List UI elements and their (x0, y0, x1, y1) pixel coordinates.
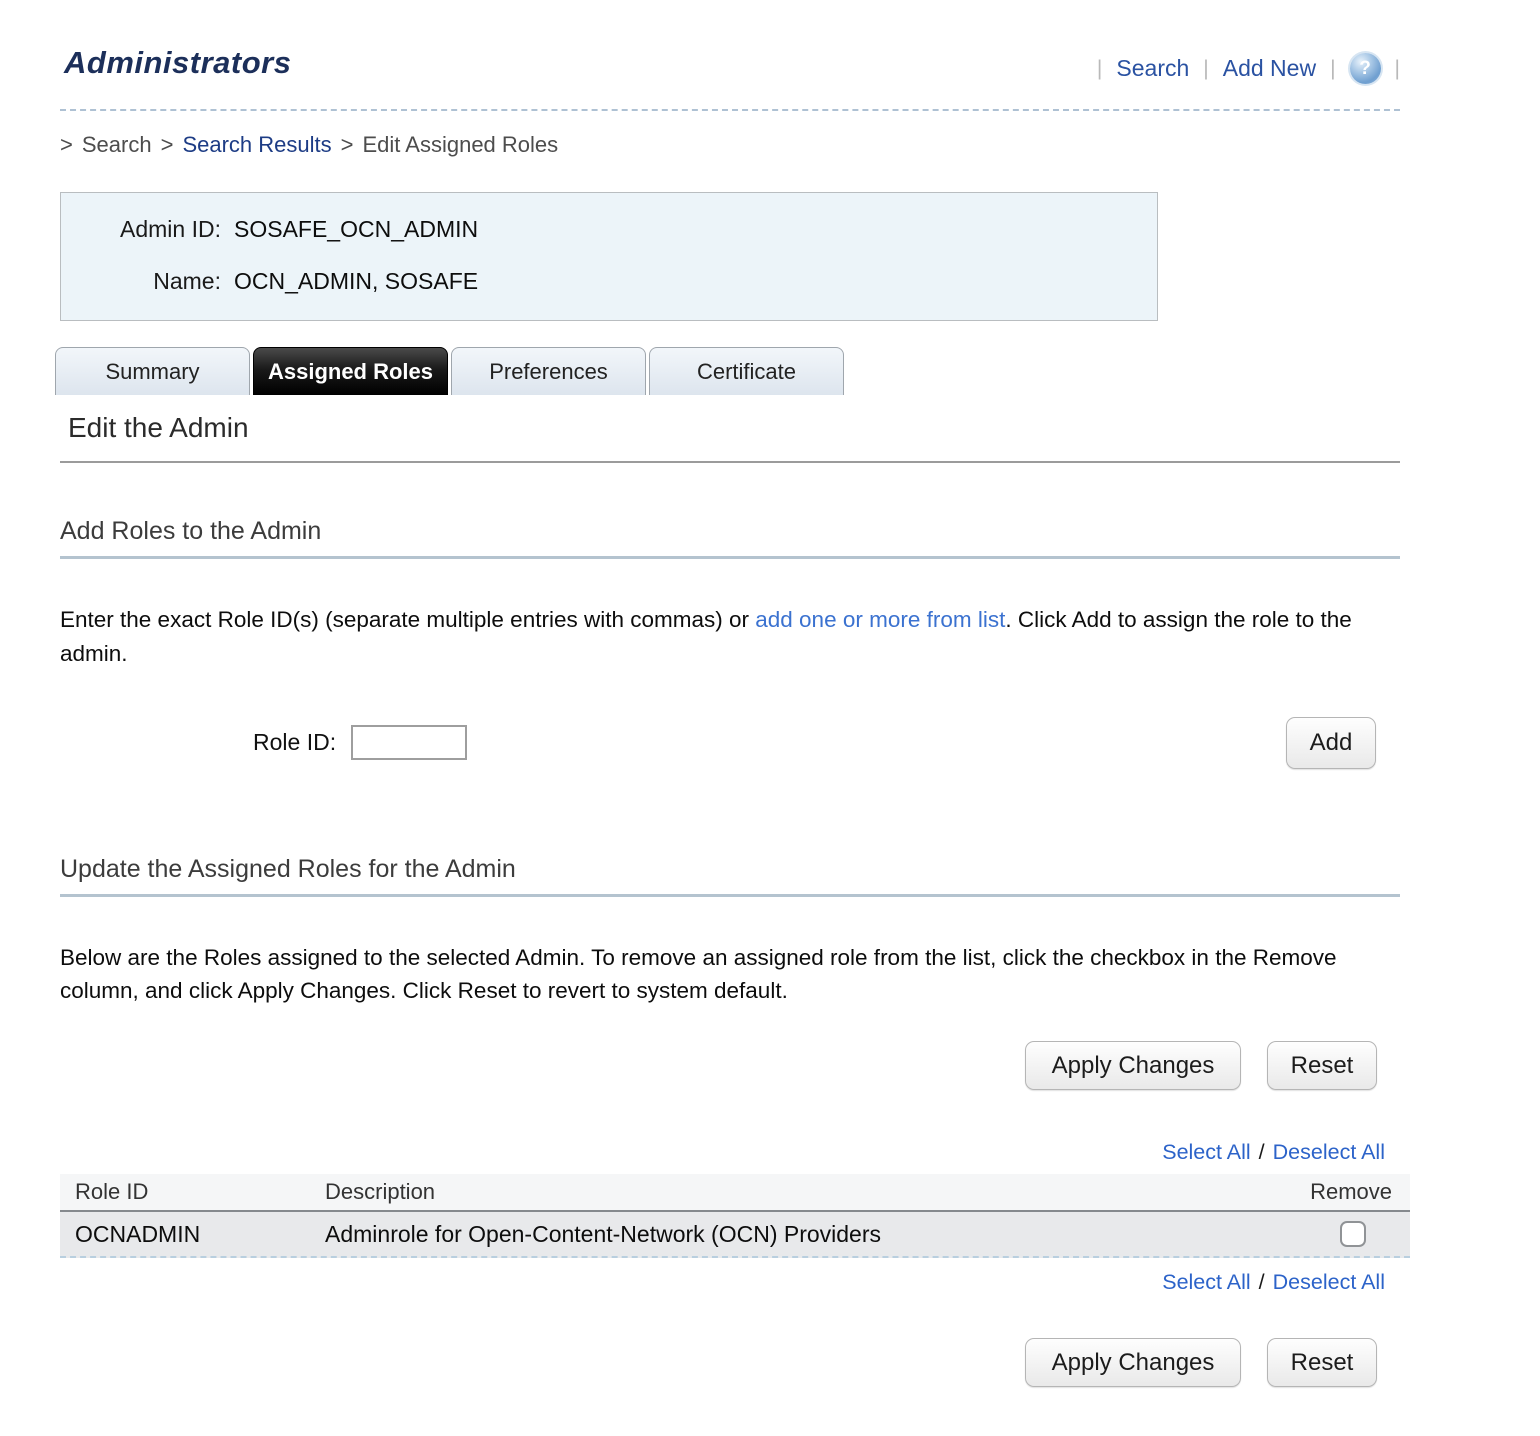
select-links-top (60, 1140, 1400, 1165)
header-divider (60, 109, 1400, 111)
update-roles-instructions: Below are the Roles assigned to the selected Admin. To remove an assigned role from the list, click the checkbox in the Remove column, and click Apply Changes. Click Reset to revert to system default. (60, 944, 1337, 1004)
page-header (60, 45, 1400, 84)
deselect-all-link[interactable]: Deselect All (1272, 1270, 1385, 1294)
breadcrumb-separator: > (60, 132, 73, 157)
add-roles-heading: Add Roles to the Admin (60, 517, 1400, 559)
column-header-remove: Remove (1310, 1179, 1392, 1204)
instructions-text: Enter the exact Role ID(s) (separate multiple entries with commas) or (60, 607, 756, 632)
update-roles-section (60, 855, 1400, 1388)
column-header-role-id: Role ID (75, 1179, 149, 1204)
add-new-link[interactable]: Add New (1222, 55, 1317, 81)
tab-preferences[interactable]: Preferences (451, 347, 646, 395)
select-all-link[interactable]: Select All (1162, 1270, 1251, 1294)
admin-info-box (60, 192, 1158, 321)
admin-id-value: SOSAFE_OCN_ADMIN (234, 216, 479, 242)
tab-assigned-roles[interactable]: Assigned Roles (253, 347, 448, 395)
apply-changes-button[interactable]: Apply Changes (1025, 1338, 1241, 1387)
reset-button[interactable]: Reset (1267, 1041, 1377, 1090)
bottom-buttons-row (60, 1338, 1400, 1387)
admin-name-value: OCN_ADMIN, SOSAFE (234, 268, 479, 294)
tab-bar (55, 347, 1400, 395)
search-link[interactable]: Search (1116, 55, 1190, 81)
select-all-link[interactable]: Select All (1162, 1140, 1251, 1164)
admin-id-label: Admin ID: (120, 216, 221, 242)
breadcrumb-search-results-link[interactable]: Search Results (182, 132, 332, 157)
assigned-roles-table (60, 1174, 1410, 1258)
admin-name-field (61, 268, 1157, 295)
column-header-description: Description (325, 1179, 436, 1204)
description-cell: Adminrole for Open-Content-Network (OCN) Providers (325, 1220, 882, 1247)
add-button[interactable]: Add (1286, 717, 1376, 769)
slash-separator: / (1258, 1140, 1265, 1164)
page-title: Administrators (64, 45, 292, 80)
separator: | (1203, 56, 1209, 80)
add-roles-section (60, 517, 1400, 769)
role-id-input[interactable] (351, 725, 467, 760)
reset-button[interactable]: Reset (1267, 1338, 1377, 1387)
separator: | (1330, 56, 1336, 80)
help-icon[interactable]: ? (1350, 53, 1381, 84)
admin-id-field (61, 216, 1157, 243)
tab-summary[interactable]: Summary (55, 347, 250, 395)
update-roles-heading: Update the Assigned Roles for the Admin (60, 855, 1400, 897)
add-roles-instructions (60, 603, 1400, 671)
role-id-cell: OCNADMIN (75, 1220, 201, 1247)
remove-cell (1240, 1221, 1410, 1247)
breadcrumb-separator: > (340, 132, 354, 157)
separator: | (1394, 56, 1400, 80)
slash-separator: / (1258, 1270, 1265, 1294)
breadcrumb-current: Edit Assigned Roles (362, 132, 559, 157)
breadcrumb-separator: > (160, 132, 174, 157)
table-header-row (60, 1174, 1410, 1212)
breadcrumb-search: Search (81, 132, 152, 157)
apply-changes-button[interactable]: Apply Changes (1025, 1041, 1241, 1090)
select-links-bottom (60, 1270, 1400, 1295)
edit-admin-heading: Edit the Admin (68, 412, 249, 443)
top-buttons-row (60, 1041, 1400, 1090)
breadcrumb (60, 132, 1400, 158)
role-id-row (60, 717, 1400, 769)
separator: | (1096, 56, 1103, 80)
table-row (60, 1212, 1410, 1258)
add-from-list-link[interactable]: add one or more from list (755, 607, 1006, 632)
remove-checkbox[interactable] (1340, 1221, 1366, 1247)
admin-name-label: Name: (153, 268, 221, 294)
tab-certificate[interactable]: Certificate (649, 347, 844, 395)
top-action-links (1097, 53, 1400, 84)
heading-rule (60, 461, 1400, 463)
instructions-text: . Click Add to assign the role to the admin. (60, 607, 1352, 666)
deselect-all-link[interactable]: Deselect All (1272, 1140, 1385, 1164)
role-id-label: Role ID: (253, 729, 337, 755)
